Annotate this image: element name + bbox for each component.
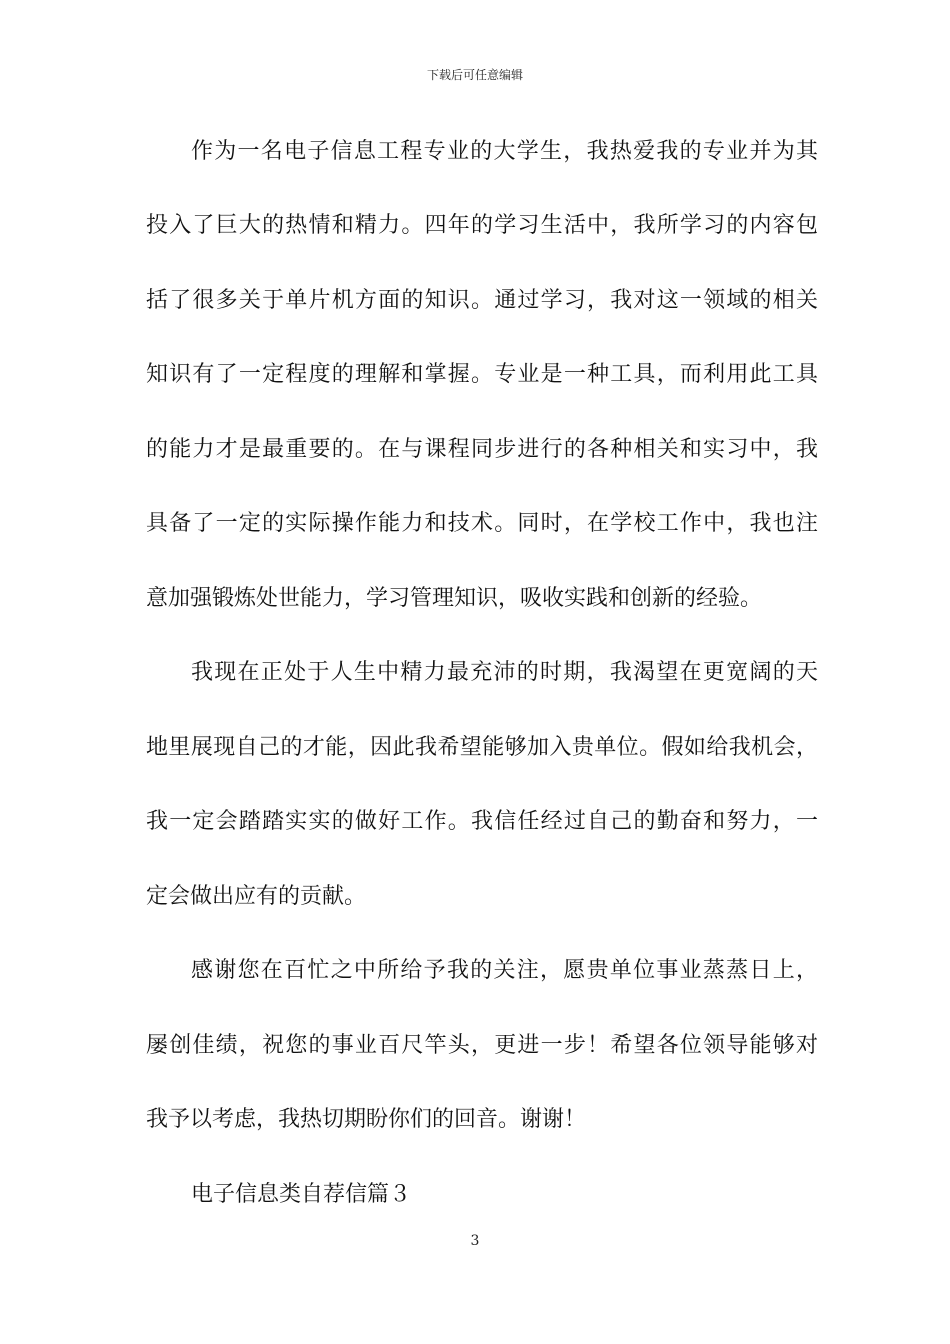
page-header: 下载后可任意编辑 xyxy=(426,68,523,82)
paragraph-1-line-1: 作为一名电子信息工程专业的大学生，我热爱我的专业并为其 xyxy=(191,139,818,164)
paragraph-3-line-1: 感谢您在百忙之中所给予我的关注，愿贵单位事业蒸蒸日上， xyxy=(191,958,818,983)
paragraph-2-line-4: 定会做出应有的贡献。 xyxy=(146,884,367,909)
paragraph-1-line-7: 意加强锻炼处世能力，学习管理知识，吸收实践和创新的经验。 xyxy=(146,586,763,611)
paragraph-2-line-3: 我一定会踏踏实实的做好工作。我信任经过自己的勤奋和努力，一 xyxy=(146,809,818,834)
paragraph-2-line-2: 地里展现自己的才能，因此我希望能够加入贵单位。假如给我机会， xyxy=(146,735,818,760)
paragraph-3-line-3: 我予以考虑，我热切期盼你们的回音。谢谢！ xyxy=(146,1107,587,1132)
page-number: 3 xyxy=(470,1233,480,1249)
paragraph-3-line-2: 屡创佳绩，祝您的事业百尺竿头，更进一步！希望各位领导能够对 xyxy=(146,1033,818,1058)
paragraph-1-line-5: 的能力才是最重要的。在与课程同步进行的各种相关和实习中，我 xyxy=(146,437,818,462)
paragraph-1-line-3: 括了很多关于单片机方面的知识。通过学习，我对这一领域的相关 xyxy=(146,288,818,313)
paragraph-1-line-4: 知识有了一定程度的理解和掌握。专业是一种工具，而利用此工具 xyxy=(146,362,818,387)
section-heading: 电子信息类自荐信篇３ xyxy=(191,1182,412,1207)
paragraph-1-line-2: 投入了巨大的热情和精力。四年的学习生活中，我所学习的内容包 xyxy=(146,213,818,238)
paragraph-1-line-6: 具备了一定的实际操作能力和技术。同时，在学校工作中，我也注 xyxy=(146,511,818,536)
paragraph-2-line-1: 我现在正处于人生中精力最充沛的时期，我渴望在更宽阔的天 xyxy=(191,660,818,685)
